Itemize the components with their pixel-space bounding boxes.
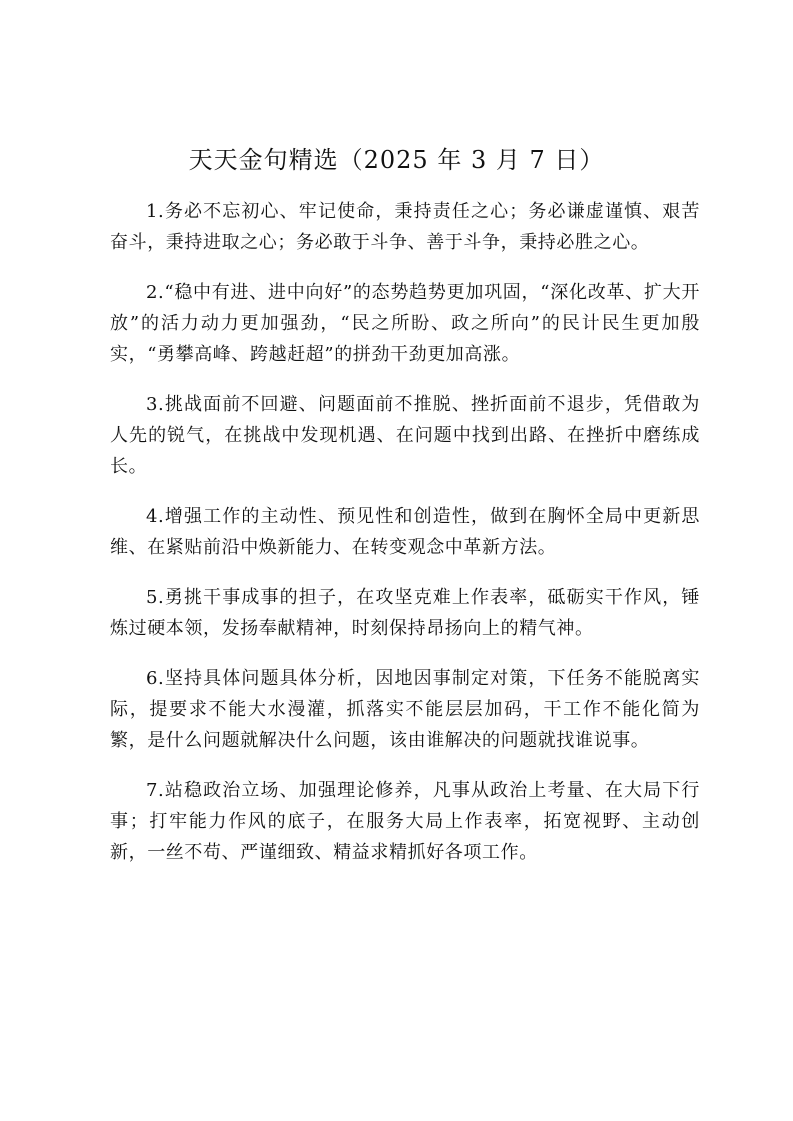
quote-item-4: 4.增强工作的主动性、预见性和创造性，做到在胸怀全局中更新思维、在紧贴前沿中焕新能力、在转变观念中革新方法。 — [110, 506, 700, 558]
page-title: 天天金句精选（2025 年 3 月 7 日） — [188, 146, 605, 174]
quote-item-6: 6.坚持具体问题具体分析，因地因事制定对策，下任务不能脱离实际，提要求不能大水漫灌，抓落实不能层层加码，干工作不能化简为繁，是什么问题就解决什么问题，该由谁解决的问题就找谁说事。 — [110, 668, 700, 751]
quote-list — [110, 196, 700, 887]
quote-item-1: 1.务必不忘初心、牢记使命，秉持责任之心；务必谦虚谨慎、艰苦奋斗，秉持进取之心；务必敢于斗争、善于斗争，秉持必胜之心。 — [110, 201, 700, 253]
quote-item-7: 7.站稳政治立场、加强理论修养，凡事从政治上考量、在大局下行事；打牢能力作风的底子，在服务大局上作表率，拓宽视野、主动创新，一丝不苟、严谨细致、精益求精抓好各项工作。 — [110, 780, 700, 863]
quote-item-5: 5.勇挑干事成事的担子，在攻坚克难上作表率，砥砺实干作风，锤炼过硬本领，发扬奉献精神，时刻保持昂扬向上的精气神。 — [110, 587, 700, 639]
quote-item-2: 2.“稳中有进、进中向好”的态势趋势更加巩固，“深化改革、扩大开放”的活力动力更加强劲，“民之所盼、政之所向”的民计民生更加殷实，“勇攀高峰、跨越赶超”的拼劲干劲更加高涨。 — [110, 282, 700, 365]
quote-item-3: 3.挑战面前不回避、问题面前不推脱、挫折面前不退步，凭借敢为人先的锐气，在挑战中发现机遇、在问题中找到出路、在挫折中磨练成长。 — [110, 394, 700, 477]
